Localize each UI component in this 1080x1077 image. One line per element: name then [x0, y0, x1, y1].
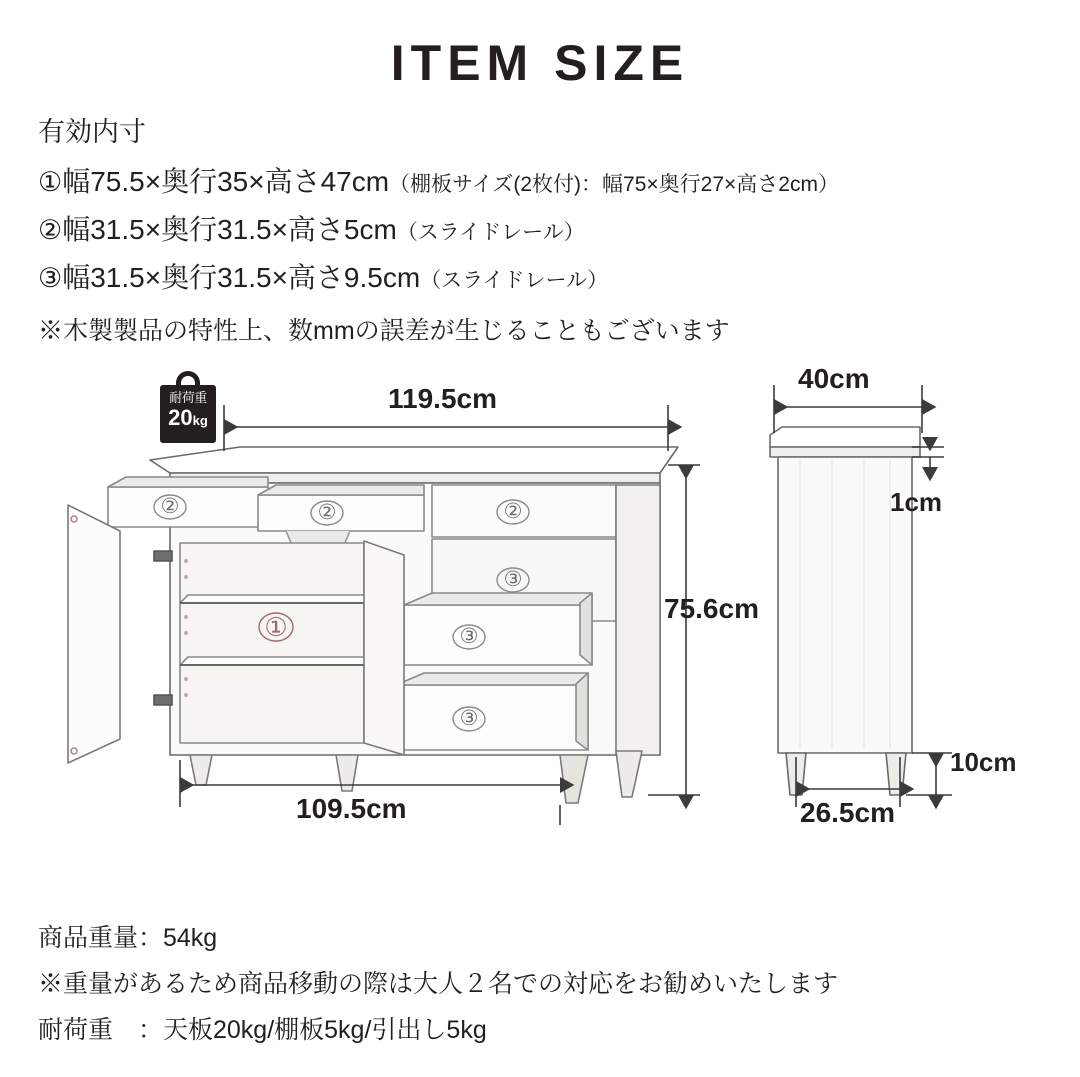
spec-line-3-number: ③: [38, 263, 63, 294]
callout-3-open-drawer-bottom: ③: [459, 707, 479, 730]
load-badge-value: [160, 405, 216, 434]
load-capacity-badge: [160, 385, 216, 443]
load-badge-unit: kg: [192, 413, 208, 428]
dim-side-leg-height: 10cm: [950, 747, 1017, 777]
page-title: ITEM SIZE: [390, 35, 690, 91]
spec-line-1: [38, 158, 1048, 206]
spec-block: [38, 112, 1048, 353]
callout-2-left-tray: ②: [160, 495, 180, 518]
spec-line-1-number: ①: [38, 166, 63, 197]
dim-side-bottom-depth: 26.5cm: [800, 797, 895, 828]
callout-2-right-drawer: ②: [503, 500, 523, 523]
load-badge-number: 20: [168, 405, 193, 430]
spec-line-2-paren: （スライドレール）: [396, 221, 585, 244]
dim-total-height: 75.6cm: [664, 593, 759, 624]
callout-2-mid-tray: ②: [317, 501, 337, 524]
side-view: [770, 427, 920, 795]
dim-front-top-width: 119.5cm: [388, 383, 497, 414]
spec-line-2-number: ②: [38, 215, 63, 245]
spec-line-1-main: 幅75.5×奥行35×高さ47cm: [62, 165, 390, 197]
bottom-notes: [38, 915, 1048, 1053]
dim-front-bottom-width: 109.5cm: [296, 793, 407, 824]
bottom-line-weight: 商品重量：54kg: [38, 924, 218, 952]
callout-1-cabinet: ①: [264, 612, 288, 642]
spec-line-2-main: 幅31.5×奥行31.5×高さ5cm: [62, 214, 397, 245]
callout-3-open-drawer-mid: ③: [459, 625, 479, 648]
callout-3-right-drawer: ③: [503, 568, 523, 591]
bottom-line-load-capacity: 耐荷重 ：天板20kg/棚板5kg/引出し5kg: [38, 1016, 487, 1044]
spec-line-2: [38, 206, 1048, 254]
spec-note: ※木製製品の特性上、数mmの誤差が生じることもございます: [38, 317, 730, 346]
spec-heading: 有効内寸: [38, 117, 146, 147]
load-badge-label: 耐荷重: [169, 390, 207, 405]
bottom-line-moving-note: ※重量があるため商品移動の際は大人２名での対応をお勧めいたします: [38, 970, 839, 998]
product-diagram: [0, 355, 1080, 895]
dim-side-top-depth: 40cm: [798, 363, 870, 394]
spec-line-3-main: 幅31.5×奥行31.5×高さ9.5cm: [62, 262, 421, 294]
spec-line-3-paren: （スライドレール）: [420, 269, 609, 293]
dim-side-top-thickness: 1cm: [890, 487, 943, 517]
spec-line-3: [38, 254, 1048, 302]
spec-line-1-paren: （棚板サイズ(2枚付)：幅75×奥行27×高さ2cm）: [389, 172, 839, 196]
